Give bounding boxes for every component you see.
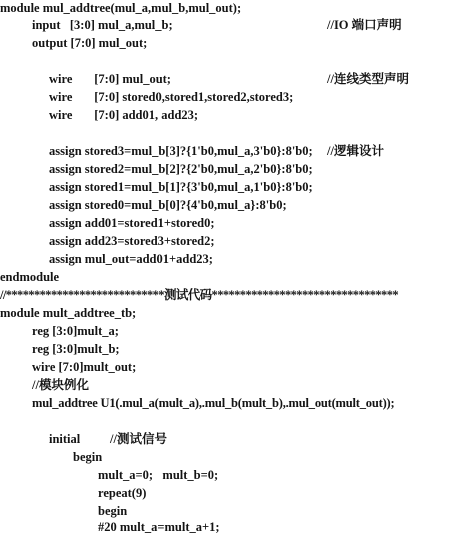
module-instance: mul_addtree U1(.mul_a(mult_a),.mul_b(mult_b),.mul_out(mult_out)); xyxy=(32,396,395,410)
input-declaration: input [3:0] mul_a,mul_b; xyxy=(32,18,173,32)
assign-stored0: assign stored0=mul_b[0]?{4'b0,mul_a}:8'b0; xyxy=(49,198,287,212)
wire-type-comment: //连线类型声明 xyxy=(327,72,409,86)
wire-mult-out: wire [7:0]mult_out; xyxy=(32,360,137,374)
assign-stored2: assign stored2=mul_b[2]?{2'b0,mul_a,2'b0}:8'b0; xyxy=(49,162,313,176)
delay-increment: #20 mult_a=mult_a+1; xyxy=(98,520,220,534)
assign-add23: assign add23=stored3+stored2; xyxy=(49,234,215,248)
initial-values: mult_a=0; mult_b=0; xyxy=(98,468,219,482)
reg-mult-a: reg [3:0]mult_a; xyxy=(32,324,119,338)
testbench-module: module mult_addtree_tb; xyxy=(0,306,137,320)
logic-design-comment: //逻辑设计 xyxy=(327,144,384,158)
wire-declaration-1: wire [7:0] mul_out; xyxy=(49,72,171,86)
test-signal-comment: //测试信号 xyxy=(110,432,167,446)
wire-declaration-2: wire [7:0] stored0,stored1,stored2,stored3; xyxy=(49,90,294,104)
output-declaration: output [7:0] mul_out; xyxy=(32,36,148,50)
assign-stored3: assign stored3=mul_b[3]?{1'b0,mul_a,3'b0}:8'b0; xyxy=(49,144,313,158)
begin-inner: begin xyxy=(98,504,128,518)
test-code-separator: //****************************测试代码********************************* xyxy=(0,288,398,302)
begin-outer: begin xyxy=(73,450,103,464)
initial-keyword: initial xyxy=(49,432,81,446)
endmodule: endmodule xyxy=(0,270,60,284)
assign-add01: assign add01=stored1+stored0; xyxy=(49,216,215,230)
module-declaration: module mul_addtree(mul_a,mul_b,mul_out); xyxy=(0,1,242,15)
assign-mul-out: assign mul_out=add01+add23; xyxy=(49,252,213,266)
repeat-statement: repeat(9) xyxy=(98,486,147,500)
assign-stored1: assign stored1=mul_b[1]?{3'b0,mul_a,1'b0}:8'b0; xyxy=(49,180,313,194)
io-port-comment: //IO 端口声明 xyxy=(327,18,402,32)
reg-mult-b: reg [3:0]mult_b; xyxy=(32,342,120,356)
module-instance-comment: //模块例化 xyxy=(32,378,89,392)
wire-declaration-3: wire [7:0] add01, add23; xyxy=(49,108,199,122)
